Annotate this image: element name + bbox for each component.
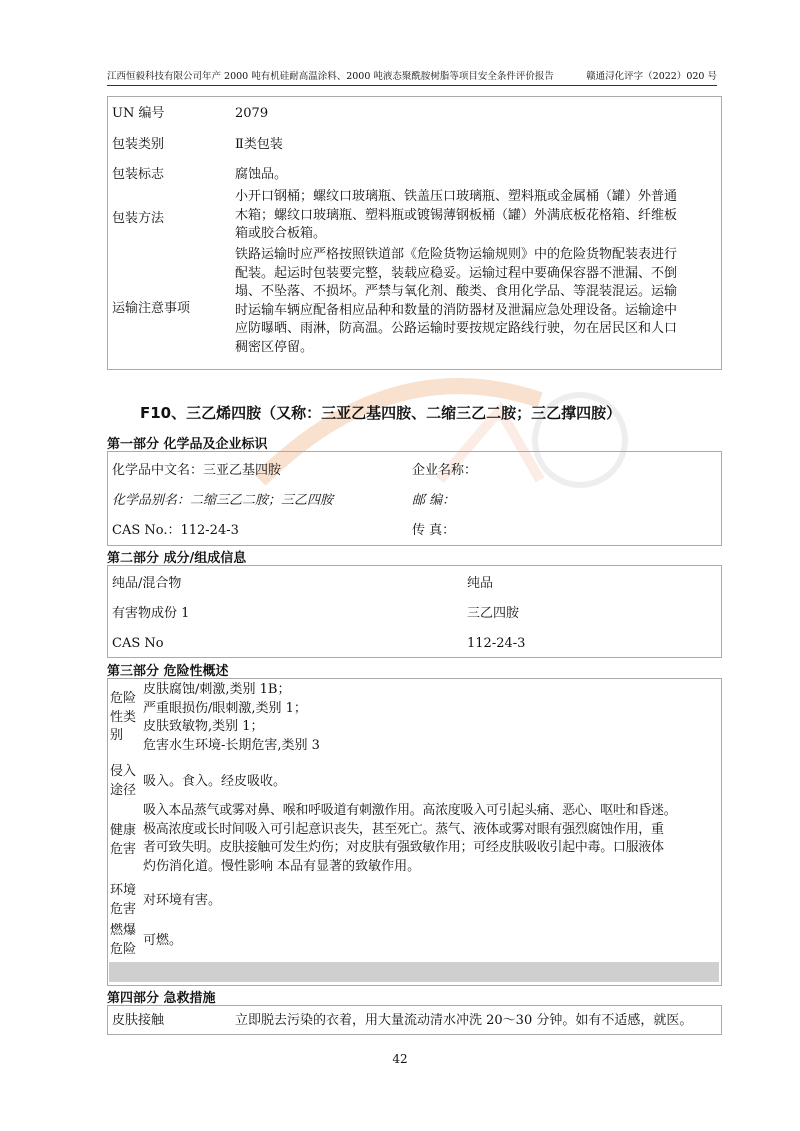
hazard-class-line: 皮肤腐蚀/刺激,类别 1B； bbox=[143, 682, 291, 697]
package-method-line: 箱或胶合板箱。 bbox=[235, 226, 327, 241]
package-method-value bbox=[235, 188, 677, 244]
transport-notes-line: 塌、不坠落、不损坏。严禁与氧化剂、酸类、食用化学品、等混装混运。运输 bbox=[235, 284, 678, 299]
part4-heading: 第四部分 急救措施 bbox=[107, 991, 216, 1006]
fire-hazard-label bbox=[110, 922, 140, 959]
grey-separator-row bbox=[109, 962, 719, 982]
transport-notes-line: 应防曝晒、雨淋，防高温。公路运输时要按规定路线行驶，勿在居民区和人口 bbox=[235, 321, 678, 336]
fire-hazard-value: 可燃。 bbox=[143, 933, 183, 948]
hazard-class-line: 危害水生环境-长期危害,类别 3 bbox=[143, 737, 320, 753]
part1-heading: 第一部分 化学品及企业标识 bbox=[107, 437, 268, 452]
transport-notes-line: 稠密区停留。 bbox=[235, 339, 314, 355]
package-mark-label: 包装标志 bbox=[112, 167, 165, 182]
hazard-class-label bbox=[110, 690, 140, 746]
report-header bbox=[107, 68, 717, 82]
package-method-line: 小开口钢桶；螺纹口玻璃瓶、铁盖压口玻璃瓶、塑料瓶或金属桶（罐）外普通 bbox=[235, 189, 678, 204]
hazard-class-label-line: 性类 bbox=[110, 709, 137, 725]
part2-table bbox=[107, 565, 722, 658]
health-hazard-line: 灼伤消化道。慢性影响 本品有显著的致敏作用。 bbox=[143, 858, 421, 874]
health-hazard-line: 极高浓度或长时间吸入可引起意识丧失，甚至死亡。蒸气、液体或雾对眼有强烈腐蚀作用，重 bbox=[143, 821, 664, 837]
cas-label: CAS No bbox=[112, 636, 164, 651]
health-hazard-label-line: 健康 bbox=[110, 823, 137, 838]
chinese-name: 化学品中文名：三亚乙基四胺 bbox=[112, 463, 282, 478]
postcode-label: 邮 编： bbox=[412, 493, 456, 508]
page-number: 42 bbox=[392, 1052, 408, 1066]
transport-notes-value bbox=[235, 246, 677, 357]
cas-number: CAS No.：112-24-3 bbox=[112, 523, 239, 538]
environment-hazard-label-line: 危害 bbox=[110, 901, 137, 917]
package-class-label: 包装类别 bbox=[112, 137, 165, 152]
package-method-line: 木箱；螺纹口玻璃瓶、塑料瓶或镀锡薄钢板桶（罐）外满底板花格箱、纤维板 bbox=[235, 207, 678, 223]
skin-contact-label: 皮肤接触 bbox=[112, 1013, 165, 1028]
part3-table bbox=[107, 678, 722, 986]
exposure-route-label bbox=[110, 763, 140, 800]
hazardous-component-label: 有害物成份 1 bbox=[112, 606, 190, 621]
chemical-title: F10、三乙烯四胺（又称：三亚乙基四胺、二缩三乙二胺；三乙撑四胺） bbox=[140, 404, 622, 422]
hazard-class-line: 皮肤致敏物,类别 1； bbox=[143, 719, 264, 734]
header-left: 江西恒毅科技有限公司年产 2000 吨有机硅耐高温涂料、2000 吨液态聚酰胺树脂等项目安全条件评价报告 bbox=[107, 71, 554, 82]
header-rule bbox=[107, 85, 717, 86]
un-number-value: 2079 bbox=[235, 106, 269, 121]
transport-notes-line: 时运输车辆应配备相应品种和数量的消防器材及泄漏应急处理设备。运输途中 bbox=[235, 302, 678, 318]
composition-type-value: 纯品 bbox=[467, 576, 494, 591]
health-hazard-label bbox=[110, 822, 140, 859]
fax-label: 传 真： bbox=[412, 523, 456, 538]
package-mark-value: 腐蚀品。 bbox=[235, 167, 288, 182]
fire-hazard-label-line: 燃爆 bbox=[110, 923, 137, 938]
exposure-route-label-line: 途径 bbox=[110, 782, 137, 798]
hazardous-component-value: 三乙四胺 bbox=[467, 606, 520, 621]
package-method-label: 包装方法 bbox=[112, 211, 165, 226]
part1-table bbox=[107, 451, 722, 546]
exposure-route-label-line: 侵入 bbox=[110, 764, 137, 779]
composition-type-label: 纯品/混合物 bbox=[112, 576, 182, 591]
transport-notes-line: 铁路运输时应严格按照铁道部《危险货物运输规则》中的危险货物配装表进行 bbox=[235, 247, 678, 262]
chemical-alias: 化学品别名：二缩三乙二胺；三乙四胺 bbox=[112, 493, 334, 508]
header-right: 赣通浔化评字（2022）020 号 bbox=[586, 71, 717, 82]
environment-hazard-value: 对环境有害。 bbox=[143, 893, 222, 908]
environment-hazard-label bbox=[110, 882, 140, 919]
transport-table bbox=[107, 96, 722, 370]
hazard-class-label-line: 别 bbox=[110, 728, 124, 743]
health-hazard-value bbox=[143, 802, 718, 876]
exposure-route-value: 吸入。食入。经皮吸收。 bbox=[143, 774, 287, 789]
skin-contact-value: 立即脱去污染的衣着，用大量流动清水冲洗 20～30 分钟。如有不适感，就医。 bbox=[235, 1013, 693, 1028]
fire-hazard-label-line: 危险 bbox=[110, 941, 137, 957]
hazard-class-label-line: 危险 bbox=[110, 691, 137, 706]
part3-heading: 第三部分 危险性概述 bbox=[107, 664, 229, 679]
health-hazard-line: 者可致失明。皮肤接触可发生灼伤；对皮肤有强致敏作用；可经皮肤吸收引起中毒。口服液体 bbox=[143, 840, 664, 855]
part4-table bbox=[107, 1005, 722, 1035]
hazard-class-line: 严重眼损伤/眼刺激,类别 1； bbox=[143, 700, 307, 716]
transport-notes-line: 配装。起运时包装要完整，装载应稳妥。运输过程中要确保容器不泄漏、不倒 bbox=[235, 265, 678, 281]
company-name-label: 企业名称： bbox=[412, 463, 478, 478]
health-hazard-label-line: 危害 bbox=[110, 841, 137, 857]
environment-hazard-label-line: 环境 bbox=[110, 883, 137, 898]
part2-heading: 第二部分 成分/组成信息 bbox=[107, 551, 247, 566]
transport-notes-label: 运输注意事项 bbox=[112, 301, 191, 316]
hazard-class-value bbox=[143, 681, 320, 755]
health-hazard-line: 吸入本品蒸气或雾对鼻、喉和呼吸道有刺激作用。高浓度吸入可引起头痛、恶心、呕吐和昏迷。 bbox=[143, 803, 677, 818]
package-class-value: Ⅱ类包装 bbox=[235, 137, 283, 152]
un-number-label: UN 编号 bbox=[112, 106, 165, 121]
cas-value: 112-24-3 bbox=[467, 636, 526, 651]
